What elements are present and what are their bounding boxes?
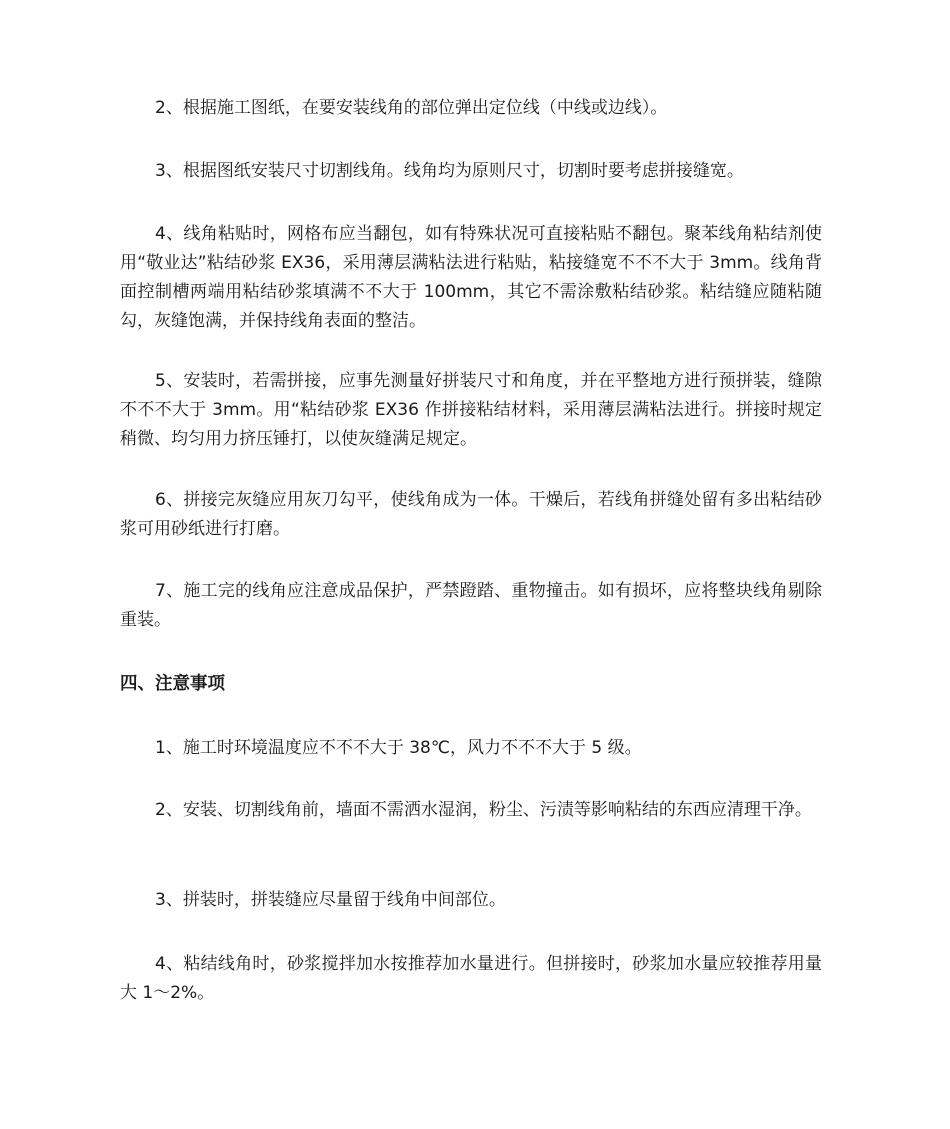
paragraph-step-2: 2、根据施工图纸，在要安装线角的部位弹出定位线（中线或边线）。 <box>155 98 668 118</box>
paragraph-note-1: 1、施工时环境温度应不不不大于 38℃，风力不不不大于 5 级。 <box>155 738 642 758</box>
section-heading: 四、注意事项 <box>120 674 225 694</box>
paragraph-step-4: 4、线角粘贴时，网格布应当翻包，如有特殊状况可直接粘贴不翻包。聚苯线角粘结剂使用“敬业达”粘结砂浆 EX36，采用薄层满粘法进行粘贴，粘接缝宽不不不大于 3mm。线角背面控制槽两端用粘结砂浆填满不不大于 100mm，其它不需涂敷粘结砂浆。粘结缝应随粘随勾，灰缝饱满，并保持线角表面的整洁。 <box>120 224 822 331</box>
paragraph-note-3: 3、拼装时，拼装缝应尽量留于线角中间部位。 <box>155 890 506 910</box>
paragraph-note-4: 4、粘结线角时，砂浆搅拌加水按推荐加水量进行。但拼接时，砂浆加水量应较推荐用量大 1～2%。 <box>120 954 822 1003</box>
paragraph-step-6: 6、拼接完灰缝应用灰刀勾平，使线角成为一体。干燥后，若线角拼缝处留有多出粘结砂浆可用砂纸进行打磨。 <box>120 490 822 539</box>
paragraph-note-2: 2、安装、切割线角前，墙面不需洒水湿润，粉尘、污渍等影响粘结的东西应清理干净。 <box>155 800 812 820</box>
paragraph-step-5: 5、安装时，若需拼接，应事先测量好拼装尺寸和角度，并在平整地方进行预拼装，缝隙不不不大于 3mm。用“粘结砂浆 EX36 作拼接粘结材料，采用薄层满粘法进行。拼接时规定稍微、均匀用力挤压锤打，以使灰缝满足规定。 <box>120 371 822 449</box>
paragraph-step-7: 7、施工完的线角应注意成品保护，严禁蹬踏、重物撞击。如有损坏，应将整块线角剔除重装。 <box>120 581 822 630</box>
paragraph-step-3: 3、根据图纸安装尺寸切割线角。线角均为原则尺寸，切割时要考虑拼接缝宽。 <box>155 161 744 181</box>
